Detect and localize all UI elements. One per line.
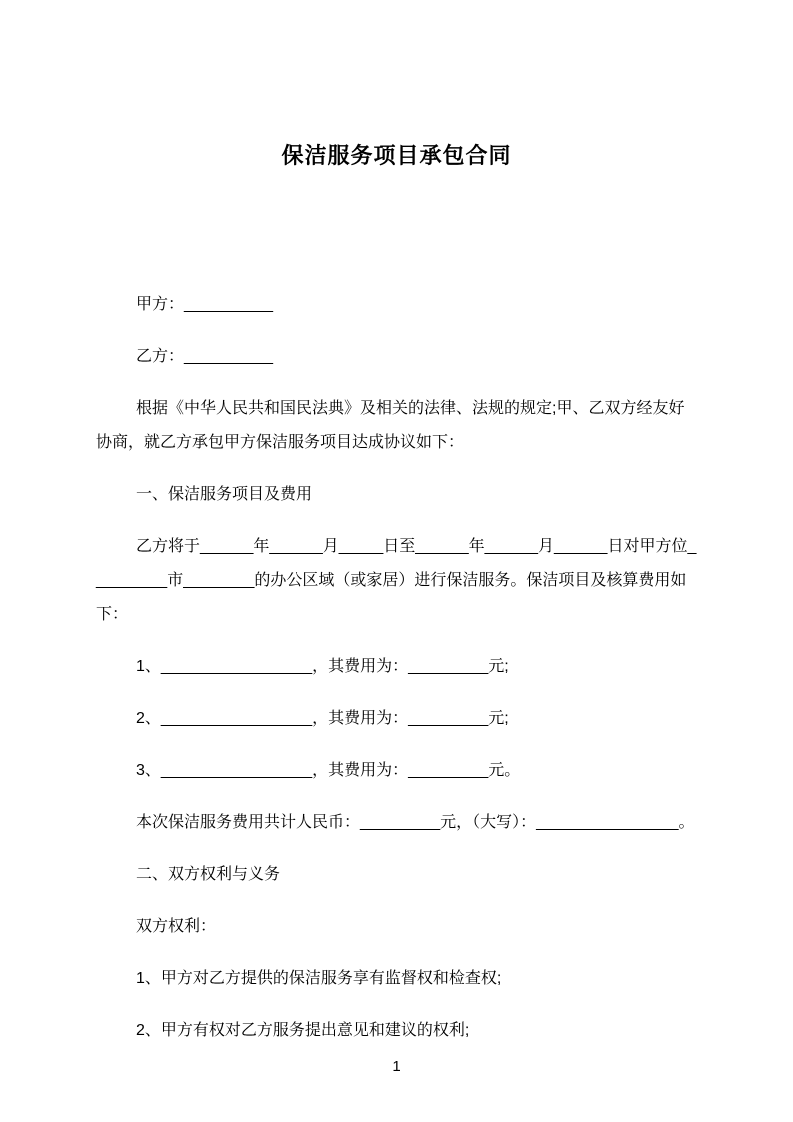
party-right-1: 1、甲方对乙方提供的保洁服务享有监督权和检查权; xyxy=(136,970,502,987)
section2-heading: 二、双方权利与义务 xyxy=(136,866,281,883)
fee-item-3: 3、_________________，其费用为：_________元。 xyxy=(136,762,521,779)
party-a-line: 甲方：__________ xyxy=(136,296,273,313)
section1-heading: 一、保洁服务项目及费用 xyxy=(136,486,313,503)
fee-item-2: 2、_________________，其费用为：_________元; xyxy=(136,710,509,727)
service-period-paragraph: 乙方将于______年______月_____日至______年______月______日对甲方位_________市________的办公区域（或家居）进行保洁服务。保洁项目及核算费用如下： xyxy=(96,538,697,623)
party-right-2: 2、甲方有权对乙方服务提出意见和建议的权利; xyxy=(136,1022,470,1039)
rights-heading: 双方权利： xyxy=(136,918,217,935)
document-title: 保洁服务项目承包合同 xyxy=(281,143,512,168)
intro-paragraph: 根据《中华人民共和国民法典》及相关的法律、法规的规定;甲、乙双方经友好协商，就乙方承包甲方保洁服务项目达成协议如下： xyxy=(96,400,685,451)
party-b-line: 乙方：__________ xyxy=(136,348,273,365)
total-fee-line: 本次保洁服务费用共计人民币：_________元，（大写）：________________。 xyxy=(136,814,695,831)
fee-item-1: 1、_________________，其费用为：_________元; xyxy=(136,658,509,675)
page-number: 1 xyxy=(392,1058,401,1075)
